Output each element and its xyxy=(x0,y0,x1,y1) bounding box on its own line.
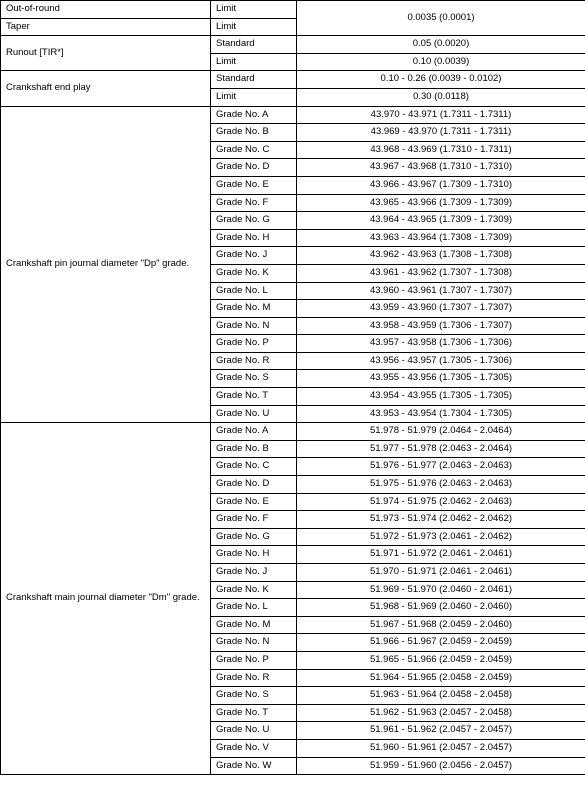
main-journal-value: 51.965 - 51.966 (2.0459 - 2.0459) xyxy=(297,651,585,669)
main-journal-grade: Grade No. C xyxy=(211,458,297,476)
pin-journal-value: 43.954 - 43.955 (1.7305 - 1.7305) xyxy=(297,388,585,406)
pin-journal-value: 43.964 - 43.965 (1.7309 - 1.7309) xyxy=(297,212,585,230)
pin-journal-value: 43.957 - 43.958 (1.7306 - 1.7306) xyxy=(297,335,585,353)
runout-limit-value: 0.10 (0.0039) xyxy=(297,53,585,71)
pin-journal-value: 43.956 - 43.957 (1.7305 - 1.7306) xyxy=(297,352,585,370)
table-row xyxy=(1,423,585,441)
main-journal-value: 51.959 - 51.960 (2.0456 - 2.0457) xyxy=(297,757,585,775)
main-journal-grade: Grade No. R xyxy=(211,669,297,687)
pin-journal-value: 43.953 - 43.954 (1.7304 - 1.7305) xyxy=(297,405,585,423)
main-journal-grade: Grade No. E xyxy=(211,493,297,511)
pin-journal-grade: Grade No. R xyxy=(211,352,297,370)
out-of-round-label: Out-of-round xyxy=(1,1,211,19)
pin-journal-grade: Grade No. D xyxy=(211,159,297,177)
pin-journal-grade: Grade No. K xyxy=(211,264,297,282)
main-journal-grade: Grade No. P xyxy=(211,651,297,669)
pin-journal-value: 43.958 - 43.959 (1.7306 - 1.7307) xyxy=(297,317,585,335)
end-play-standard-value: 0.10 - 0.26 (0.0039 - 0.0102) xyxy=(297,71,585,89)
runout-standard-value: 0.05 (0.0020) xyxy=(297,36,585,54)
end-play-label: Crankshaft end play xyxy=(1,71,211,106)
main-journal-grade: Grade No. A xyxy=(211,423,297,441)
end-play-limit-value: 0.30 (0.0118) xyxy=(297,88,585,106)
main-journal-value: 51.971 - 51.972 (2.0461 - 2.0461) xyxy=(297,546,585,564)
pin-journal-grade: Grade No. P xyxy=(211,335,297,353)
main-journal-value: 51.963 - 51.964 (2.0458 - 2.0458) xyxy=(297,687,585,705)
main-journal-value: 51.964 - 51.965 (2.0458 - 2.0459) xyxy=(297,669,585,687)
main-journal-grade: Grade No. G xyxy=(211,528,297,546)
pin-journal-value: 43.962 - 43.963 (1.7308 - 1.7308) xyxy=(297,247,585,265)
main-journal-grade: Grade No. F xyxy=(211,511,297,529)
pin-journal-grade: Grade No. E xyxy=(211,176,297,194)
main-journal-grade: Grade No. W xyxy=(211,757,297,775)
out-of-round-taper-value: 0.0035 (0.0001) xyxy=(297,1,585,36)
pin-journal-grade: Grade No. F xyxy=(211,194,297,212)
main-journal-value: 51.978 - 51.979 (2.0464 - 2.0464) xyxy=(297,423,585,441)
pin-journal-value: 43.967 - 43.968 (1.7310 - 1.7310) xyxy=(297,159,585,177)
main-journal-value: 51.961 - 51.962 (2.0457 - 2.0457) xyxy=(297,722,585,740)
limit-label: Limit xyxy=(211,53,297,71)
limit-label: Limit xyxy=(211,88,297,106)
pin-journal-grade: Grade No. U xyxy=(211,405,297,423)
pin-journal-grade: Grade No. S xyxy=(211,370,297,388)
table-row xyxy=(1,1,585,19)
main-journal-label: Crankshaft main journal diameter "Dm" grade. xyxy=(1,423,211,775)
limit-label: Limit xyxy=(211,18,297,36)
main-journal-value: 51.972 - 51.973 (2.0461 - 2.0462) xyxy=(297,528,585,546)
table-row xyxy=(1,106,585,124)
pin-journal-label: Crankshaft pin journal diameter "Dp" grade. xyxy=(1,106,211,423)
table-row xyxy=(1,36,585,54)
pin-journal-grade: Grade No. N xyxy=(211,317,297,335)
main-journal-value: 51.966 - 51.967 (2.0459 - 2.0459) xyxy=(297,634,585,652)
main-journal-value: 51.969 - 51.970 (2.0460 - 2.0461) xyxy=(297,581,585,599)
pin-journal-value: 43.961 - 43.962 (1.7307 - 1.7308) xyxy=(297,264,585,282)
pin-journal-value: 43.959 - 43.960 (1.7307 - 1.7307) xyxy=(297,300,585,318)
pin-journal-grade: Grade No. T xyxy=(211,388,297,406)
standard-label: Standard xyxy=(211,71,297,89)
main-journal-grade: Grade No. B xyxy=(211,440,297,458)
main-journal-value: 51.973 - 51.974 (2.0462 - 2.0462) xyxy=(297,511,585,529)
pin-journal-grade: Grade No. H xyxy=(211,229,297,247)
main-journal-grade: Grade No. M xyxy=(211,616,297,634)
pin-journal-grade: Grade No. C xyxy=(211,141,297,159)
main-journal-grade: Grade No. U xyxy=(211,722,297,740)
spec-table-body xyxy=(1,1,585,775)
main-journal-value: 51.967 - 51.968 (2.0459 - 2.0460) xyxy=(297,616,585,634)
main-journal-grade: Grade No. S xyxy=(211,687,297,705)
main-journal-grade: Grade No. H xyxy=(211,546,297,564)
main-journal-grade: Grade No. T xyxy=(211,704,297,722)
limit-label: Limit xyxy=(211,1,297,19)
pin-journal-grade: Grade No. A xyxy=(211,106,297,124)
pin-journal-grade: Grade No. J xyxy=(211,247,297,265)
pin-journal-value: 43.963 - 43.964 (1.7308 - 1.7309) xyxy=(297,229,585,247)
main-journal-grade: Grade No. L xyxy=(211,599,297,617)
main-journal-value: 51.960 - 51.961 (2.0457 - 2.0457) xyxy=(297,739,585,757)
main-journal-value: 51.968 - 51.969 (2.0460 - 2.0460) xyxy=(297,599,585,617)
runout-label: Runout [TIR*] xyxy=(1,36,211,71)
taper-label: Taper xyxy=(1,18,211,36)
pin-journal-grade: Grade No. B xyxy=(211,124,297,142)
pin-journal-value: 43.960 - 43.961 (1.7307 - 1.7307) xyxy=(297,282,585,300)
main-journal-value: 51.974 - 51.975 (2.0462 - 2.0463) xyxy=(297,493,585,511)
pin-journal-value: 43.968 - 43.969 (1.7310 - 1.7311) xyxy=(297,141,585,159)
pin-journal-value: 43.965 - 43.966 (1.7309 - 1.7309) xyxy=(297,194,585,212)
main-journal-value: 51.977 - 51.978 (2.0463 - 2.0464) xyxy=(297,440,585,458)
main-journal-grade: Grade No. D xyxy=(211,476,297,494)
pin-journal-grade: Grade No. M xyxy=(211,300,297,318)
table-row xyxy=(1,71,585,89)
pin-journal-value: 43.970 - 43.971 (1.7311 - 1.7311) xyxy=(297,106,585,124)
main-journal-value: 51.975 - 51.976 (2.0463 - 2.0463) xyxy=(297,476,585,494)
main-journal-grade: Grade No. V xyxy=(211,739,297,757)
pin-journal-value: 43.969 - 43.970 (1.7311 - 1.7311) xyxy=(297,124,585,142)
main-journal-value: 51.970 - 51.971 (2.0461 - 2.0461) xyxy=(297,564,585,582)
main-journal-grade: Grade No. J xyxy=(211,564,297,582)
pin-journal-value: 43.955 - 43.956 (1.7305 - 1.7305) xyxy=(297,370,585,388)
pin-journal-value: 43.966 - 43.967 (1.7309 - 1.7310) xyxy=(297,176,585,194)
pin-journal-grade: Grade No. G xyxy=(211,212,297,230)
main-journal-grade: Grade No. N xyxy=(211,634,297,652)
main-journal-value: 51.976 - 51.977 (2.0463 - 2.0463) xyxy=(297,458,585,476)
pin-journal-grade: Grade No. L xyxy=(211,282,297,300)
main-journal-grade: Grade No. K xyxy=(211,581,297,599)
main-journal-value: 51.962 - 51.963 (2.0457 - 2.0458) xyxy=(297,704,585,722)
standard-label: Standard xyxy=(211,36,297,54)
